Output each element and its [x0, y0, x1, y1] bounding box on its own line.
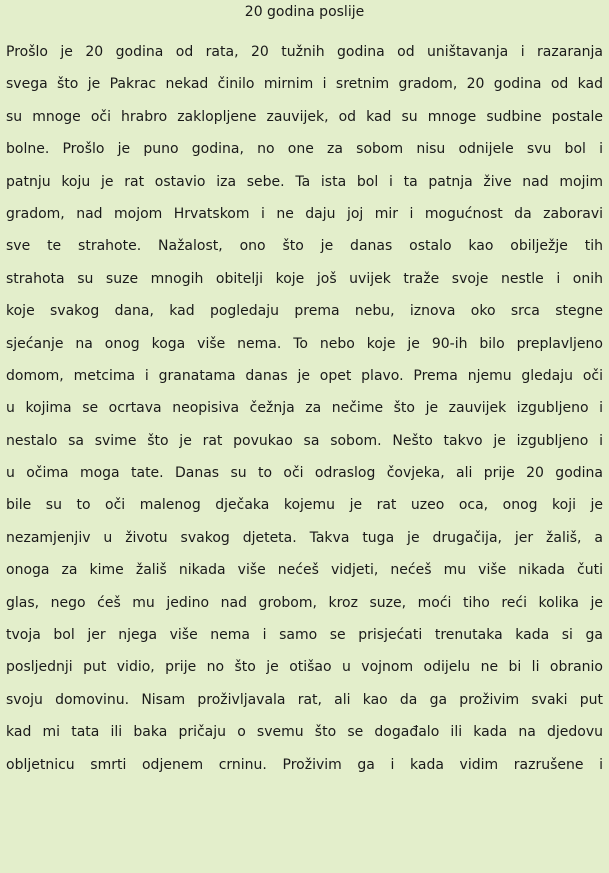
- text-line: bolne. Prošlo je puno godina, no one za sobom nisu odnijele svu bol i: [6, 141, 603, 158]
- text-line: gradom, nad mojom Hrvatskom i ne daju joj mir i mogućnost da zaboravi: [6, 205, 603, 222]
- text-line: nezamjenjiv u životu svakog djeteta. Takva tuga je drugačija, jer žališ, a: [6, 529, 603, 546]
- text-line: onoga za kime žališ nikada više nećeš vidjeti, nećeš mu više nikada čuti: [6, 562, 603, 579]
- text-line: sve te strahote. Nažalost, ono što je danas ostalo kao obilježje tih: [6, 238, 603, 255]
- text-line: svoju domovinu. Nisam proživljavala rat, ali kao da ga proživim svaki put: [6, 691, 603, 708]
- text-line: sjećanje na onog koga više nema. To nebo koje je 90-ih bilo preplavljeno: [6, 335, 603, 352]
- text-line: Prošlo je 20 godina od rata, 20 tužnih godina od uništavanja i razaranja: [6, 44, 603, 60]
- text-line: kad mi tata ili baka pričaju o svemu što se događalo ili kada na djedovu: [6, 724, 603, 741]
- text-line: koje svakog dana, kad pogledaju prema nebu, iznova oko srca stegne: [6, 303, 603, 320]
- text-line: strahota su suze mnogih obitelji koje još uvijek traže svoje nestle i onih: [6, 270, 603, 287]
- text-line: patnju koju je rat ostavio iza sebe. Ta ista bol i ta patnja žive nad mojim: [6, 173, 603, 190]
- text-line: glas, nego ćeš mu jedino nad grobom, kroz suze, moći tiho reći kolika je: [6, 594, 603, 611]
- text-line: su mnoge oči hrabro zaklopljene zauvijek, od kad su mnoge sudbine postale: [6, 108, 603, 125]
- document-body: [6, 36, 603, 781]
- document-title: 20 godina poslije: [244, 4, 365, 20]
- text-line: u kojima se ocrtava neopisiva čežnja za nečime što je zauvijek izgubljeno i: [6, 400, 603, 417]
- text-line: u očima moga tate. Danas su to oči odraslog čovjeka, ali prije 20 godina: [6, 465, 603, 482]
- text-line: bile su to oči malenog dječaka kojemu je rat uzeo oca, onog koji je: [6, 497, 603, 514]
- text-line: tvoja bol jer njega više nema i samo se prisjećati trenutaka kada si ga: [6, 627, 603, 644]
- text-line: obljetnicu smrti odjenem crninu. Proživim ga i kada vidim razrušene i: [6, 756, 603, 773]
- text-line: domom, metcima i granatama danas je opet plavo. Prema njemu gledaju oči: [6, 367, 603, 384]
- text-line: nestalo sa svime što je rat povukao sa sobom. Nešto takvo je izgubljeno i: [6, 432, 603, 449]
- text-line: svega što je Pakrac nekad činilo mirnim i sretnim gradom, 20 godina od kad: [6, 76, 603, 93]
- text-line: posljednji put vidio, prije no što je otišao u vojnom odijelu ne bi li obranio: [6, 659, 603, 676]
